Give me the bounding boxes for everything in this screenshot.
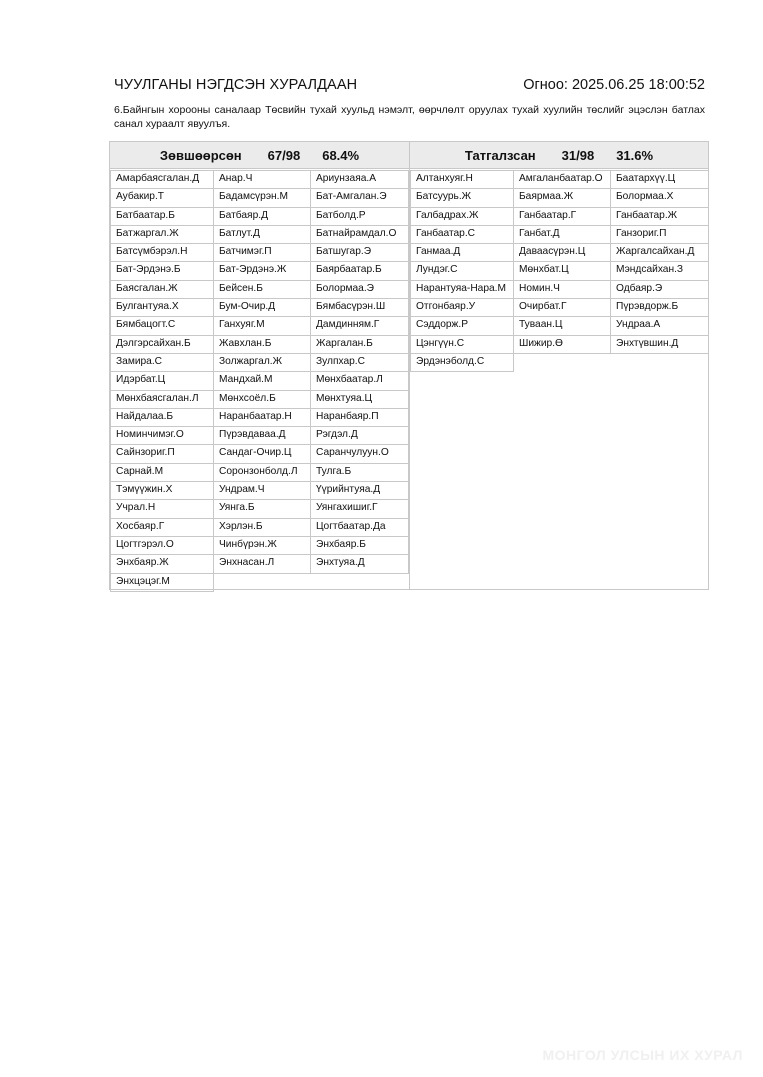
reject-name-cell: Жаргалсайхан.Д [610, 243, 709, 262]
approve-name-cell: Амарбаясгалан.Д [110, 170, 214, 189]
approve-name-cell: Бат-Эрдэнэ.Ж [213, 261, 311, 280]
approve-name-cell: Идэрбат.Ц [110, 371, 214, 390]
approve-name-cell: Батбаяр.Д [213, 207, 311, 226]
approve-name-cell: Энхтуяа.Д [310, 554, 409, 573]
approve-name-cell: Ганхуяг.М [213, 316, 311, 335]
approve-name-cell: Уянга.Б [213, 499, 311, 518]
reject-name-cell: Ганбат.Д [513, 225, 611, 244]
approve-name-cell: Сайнзориг.П [110, 444, 214, 463]
approve-name-cell: Батлут.Д [213, 225, 311, 244]
approve-name-cell: Мөнхтуяа.Ц [310, 390, 409, 409]
approve-name-cell: Пүрэвдаваа.Д [213, 426, 311, 445]
reject-name-cell: Ганмаа.Д [410, 243, 514, 262]
reject-name-cell: Мэндсайхан.З [610, 261, 709, 280]
approve-name-cell: Үүрийнтуяа.Д [310, 481, 409, 500]
approve-name-cell: Батчимэг.П [213, 243, 311, 262]
approve-count: 67/98 [267, 147, 301, 163]
reject-name-cell: Номин.Ч [513, 280, 611, 299]
reject-header [410, 142, 708, 169]
motion-text: 6.Байнгын хорооны саналаар Төсвийн тухай хуульд нэмэлт, өөрчлөлт оруулах тухай хуулийн төслийг эцэслэн батлах санал хураалт явуулъя. [114, 104, 705, 130]
approve-name-cell: Бямбацогт.С [110, 316, 214, 335]
approve-name-cell: Тэмүүжин.Х [110, 481, 214, 500]
reject-name-cell: Ганбаатар.С [410, 225, 514, 244]
approve-name-cell: Наранбаатар.Н [213, 408, 311, 427]
approve-name-cell: Цогтгэрэл.О [110, 536, 214, 555]
approve-name-cell: Замира.С [110, 353, 214, 372]
reject-name-cell: Ундраа.А [610, 316, 709, 335]
reject-name-cell: Даваасүрэн.Ц [513, 243, 611, 262]
approve-name-cell: Бат-Амгалан.Э [310, 188, 409, 207]
approve-name-cell: Ундрам.Ч [213, 481, 311, 500]
approve-name-cell: Баярбаатар.Б [310, 261, 409, 280]
approve-names-grid [110, 170, 409, 591]
approve-name-cell: Энхбаяр.Ж [110, 554, 214, 573]
reject-name-cell: Болормаа.Х [610, 188, 709, 207]
approve-name-cell: Энхнасан.Л [213, 554, 311, 573]
approve-name-cell: Учрал.Н [110, 499, 214, 518]
approve-name-cell: Чинбүрэн.Ж [213, 536, 311, 555]
approve-name-cell: Батболд.Р [310, 207, 409, 226]
reject-name-cell: Нарантуяа-Нара.М [410, 280, 514, 299]
reject-name-cell: Амгаланбаатар.О [513, 170, 611, 189]
approve-name-cell: Булгантуяа.Х [110, 298, 214, 317]
reject-name-cell: Сэддорж.Р [410, 316, 514, 335]
reject-percent: 31.6% [616, 147, 654, 163]
approve-name-cell: Батшугар.Э [310, 243, 409, 262]
approve-name-cell: Номинчимэг.О [110, 426, 214, 445]
approve-header [110, 142, 409, 169]
approve-name-cell: Бат-Эрдэнэ.Б [110, 261, 214, 280]
approve-name-cell: Уянгахишиг.Г [310, 499, 409, 518]
approve-name-cell: Аубакир.Т [110, 188, 214, 207]
approve-percent: 68.4% [322, 147, 360, 163]
approve-name-cell: Бейсен.Б [213, 280, 311, 299]
approve-name-cell: Рэгдэл.Д [310, 426, 409, 445]
approve-name-cell: Болормаа.Э [310, 280, 409, 299]
reject-name-cell: Одбаяр.Э [610, 280, 709, 299]
session-title: ЧУУЛГАНЫ НЭГДСЭН ХУРАЛДААН [114, 77, 358, 93]
watermark: МОНГОЛ УЛСЫН ИХ ХУРАЛ [542, 1047, 743, 1063]
approve-name-cell: Бум-Очир.Д [213, 298, 311, 317]
reject-name-cell: Эрдэнэболд.С [410, 353, 514, 372]
approve-name-cell: Энхбаяр.Б [310, 536, 409, 555]
approve-name-cell: Жавхлан.Б [213, 335, 311, 354]
reject-name-cell: Ганбаатар.Ж [610, 207, 709, 226]
reject-name-cell: Батсуурь.Ж [410, 188, 514, 207]
approve-name-cell: Бямбасүрэн.Ш [310, 298, 409, 317]
approve-name-cell: Жаргалан.Б [310, 335, 409, 354]
approve-name-cell: Мандхай.М [213, 371, 311, 390]
approve-name-cell: Батжаргал.Ж [110, 225, 214, 244]
reject-name-cell: Отгонбаяр.У [410, 298, 514, 317]
approve-name-cell: Мөнхбаатар.Л [310, 371, 409, 390]
reject-name-cell: Ганзориг.П [610, 225, 709, 244]
approve-name-cell: Найдалаа.Б [110, 408, 214, 427]
approve-name-cell: Батсүмбэрэл.Н [110, 243, 214, 262]
approve-name-cell: Дэлгэрсайхан.Б [110, 335, 214, 354]
approve-name-cell: Цогтбаатар.Да [310, 518, 409, 537]
approve-name-cell: Сарнай.М [110, 463, 214, 482]
reject-count: 31/98 [561, 147, 595, 163]
approve-panel [109, 141, 410, 590]
approve-name-cell: Золжаргал.Ж [213, 353, 311, 372]
reject-name-cell: Алтанхуяг.Н [410, 170, 514, 189]
approve-name-cell: Хосбаяр.Г [110, 518, 214, 537]
approve-name-cell: Баясгалан.Ж [110, 280, 214, 299]
reject-name-cell: Мөнхбат.Ц [513, 261, 611, 280]
reject-names-grid [410, 170, 708, 371]
approve-name-cell: Соронзонболд.Л [213, 463, 311, 482]
approve-name-cell: Хэрлэн.Б [213, 518, 311, 537]
reject-label: Татгалзсан [464, 147, 536, 163]
approve-name-cell: Тулга.Б [310, 463, 409, 482]
reject-name-cell: Шижир.Ө [513, 335, 611, 354]
reject-name-cell: Очирбат.Г [513, 298, 611, 317]
approve-name-cell: Батнайрамдал.О [310, 225, 409, 244]
reject-name-cell: Галбадрах.Ж [410, 207, 514, 226]
reject-name-cell: Энхтүвшин.Д [610, 335, 709, 354]
approve-name-cell: Ариунзаяа.А [310, 170, 409, 189]
approve-name-cell: Мөнхсоёл.Б [213, 390, 311, 409]
approve-name-cell: Мөнхбаясгалан.Л [110, 390, 214, 409]
reject-panel [409, 141, 709, 590]
approve-name-cell: Саранчулуун.О [310, 444, 409, 463]
approve-name-cell: Наранбаяр.П [310, 408, 409, 427]
approve-name-cell: Бадамсүрэн.М [213, 188, 311, 207]
reject-name-cell: Ганбаатар.Г [513, 207, 611, 226]
reject-name-cell: Лундэг.С [410, 261, 514, 280]
reject-name-cell: Пүрэвдорж.Б [610, 298, 709, 317]
reject-name-cell: Туваан.Ц [513, 316, 611, 335]
reject-name-cell: Баярмаа.Ж [513, 188, 611, 207]
approve-name-cell: Дамдинням.Г [310, 316, 409, 335]
reject-name-cell: Цэнгүүн.С [410, 335, 514, 354]
approve-name-cell: Батбаатар.Б [110, 207, 214, 226]
reject-name-cell: Баатархүү.Ц [610, 170, 709, 189]
approve-name-cell: Анар.Ч [213, 170, 311, 189]
approve-name-cell: Сандаг-Очир.Ц [213, 444, 311, 463]
vote-date: Огноо: 2025.06.25 18:00:52 [523, 77, 705, 93]
approve-name-cell: Зулпхар.С [310, 353, 409, 372]
approve-name-cell: Энхцэцэг.М [110, 573, 214, 592]
approve-label: Зөвшөөрсөн [159, 147, 242, 163]
